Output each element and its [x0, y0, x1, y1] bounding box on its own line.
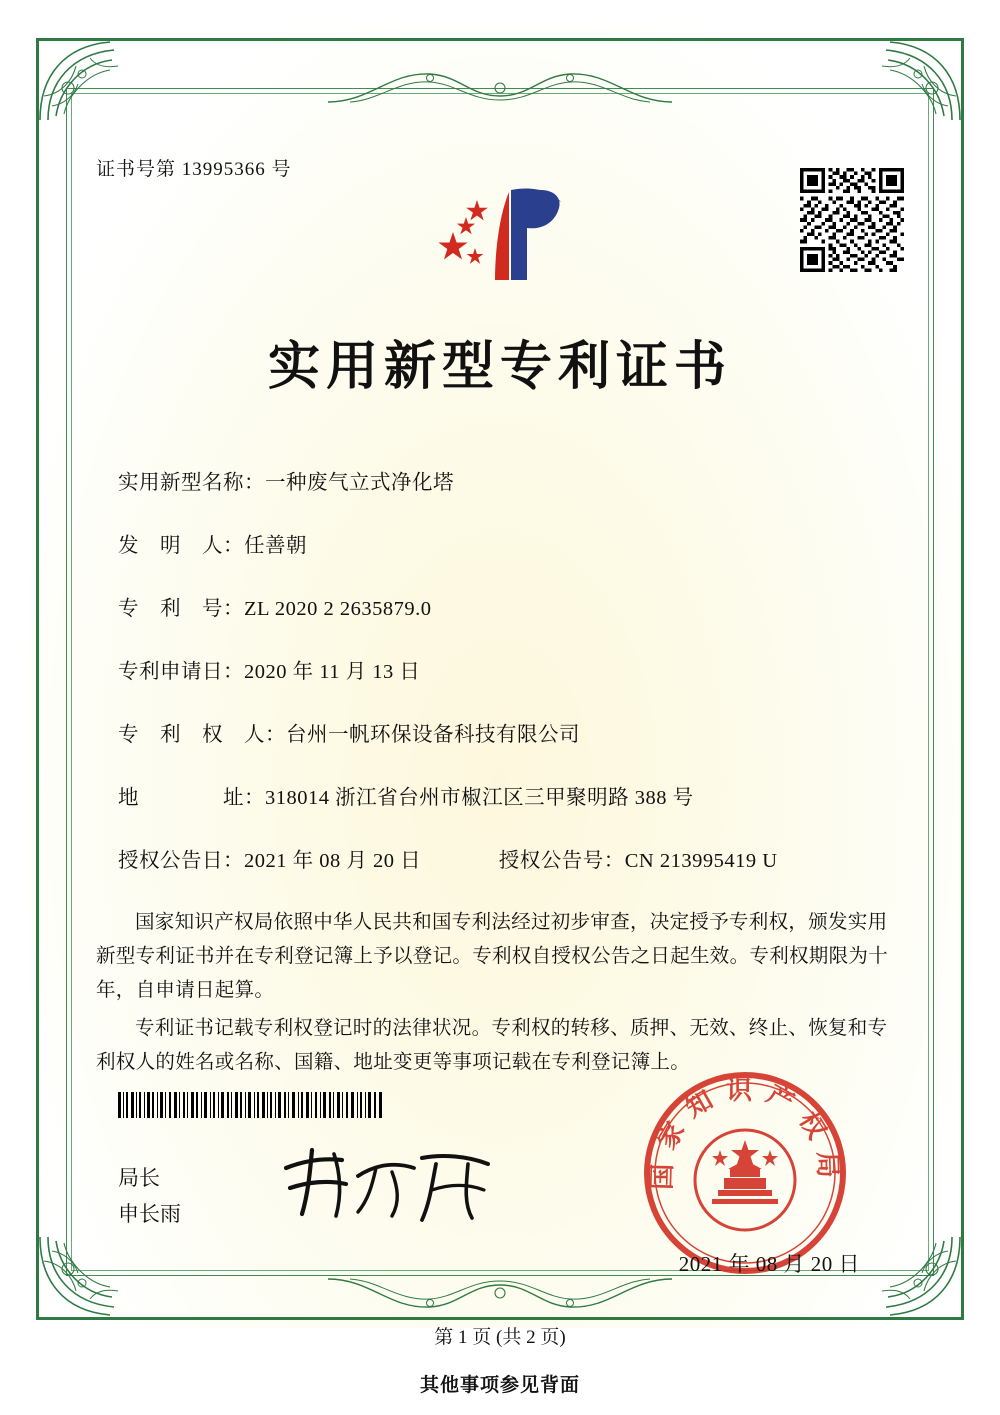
- field-grant-announcement: [118, 843, 904, 873]
- grant-date-value: 2021 年 08 月 20 日: [244, 850, 422, 872]
- footer-note: 其他事项参见背面: [419, 1375, 580, 1396]
- field-value: ZL 2020 2 2635879.0: [244, 598, 432, 620]
- director-role-label: 局长: [118, 1166, 160, 1190]
- field-patent-number: [118, 591, 904, 621]
- cnipa-logo-icon: [425, 172, 575, 292]
- field-value: 318014 浙江省台州市椒江区三甲聚明路 388 号: [265, 787, 694, 809]
- official-red-seal: [640, 1068, 850, 1278]
- paragraph-2: 专利证书记载专利权登记时的法律状况。专利权的转移、质押、无效、终止、恢复和专利权人的姓名或名称、国籍、地址变更等事项记载在专利登记簿上。: [96, 1018, 888, 1073]
- director-signature: [272, 1138, 512, 1230]
- field-label: 地 址：: [118, 787, 265, 809]
- director-name: 申长雨: [118, 1202, 181, 1226]
- field-label: 专 利 权 人：: [118, 724, 286, 746]
- field-value: 台州一帆环保设备科技有限公司: [286, 724, 580, 746]
- field-utility-model-name: [118, 465, 904, 495]
- certificate-number: 证书号第 13995366 号: [96, 159, 292, 180]
- grant-number-label: 授权公告号：: [498, 850, 625, 872]
- field-value: 2020 年 11 月 13 日: [244, 661, 421, 683]
- grant-date-label: 授权公告日：: [118, 850, 244, 872]
- field-application-date: [118, 654, 904, 684]
- barcode: [118, 1092, 384, 1118]
- patent-fields: [96, 465, 904, 873]
- field-label: 发 明 人：: [118, 535, 244, 557]
- seal-date: 2021 年 08 月 20 日: [678, 1252, 860, 1276]
- signature-block: [118, 1160, 181, 1232]
- grant-number-group: [499, 843, 778, 873]
- field-address: [118, 780, 904, 810]
- qr-code: [800, 168, 904, 272]
- field-value: 任善朝: [244, 535, 307, 557]
- field-inventor: [118, 528, 904, 558]
- certificate-header: [96, 154, 904, 284]
- certificate-content: [96, 130, 904, 1084]
- svg-text:国家知识产权局: 国家知识产权局: [647, 1076, 843, 1191]
- legal-text: [96, 906, 904, 1080]
- top-center-ornament: [320, 62, 680, 108]
- grant-number-value: CN 213995419 U: [624, 850, 778, 872]
- paragraph-1: 国家知识产权局依照中华人民共和国专利法经过初步审查，决定授予专利权，颁发实用新型专利证书并在专利登记簿上予以登记。专利权自授权公告之日起生效。专利权期限为十年，自申请日起算。: [96, 912, 889, 1001]
- bottom-center-ornament: [320, 1273, 680, 1319]
- field-label: 专 利 号：: [118, 598, 244, 620]
- field-patentee: [118, 717, 904, 747]
- field-value: 一种废气立式净化塔: [265, 472, 454, 494]
- field-label: 专利申请日：: [118, 661, 244, 683]
- page-title: 实用新型专利证书: [267, 339, 732, 396]
- field-label: 实用新型名称：: [118, 472, 265, 494]
- page-number: 第 1 页 (共 2 页): [434, 1327, 566, 1348]
